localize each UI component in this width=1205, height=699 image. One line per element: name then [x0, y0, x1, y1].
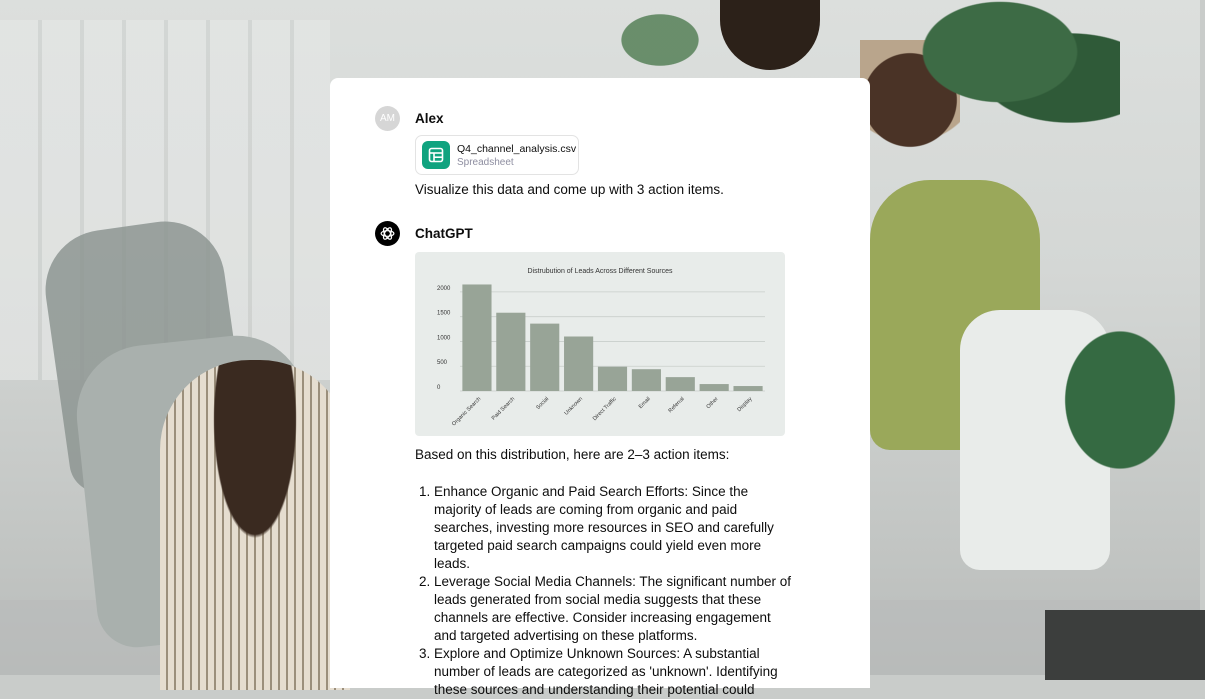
x-tick-label: Paid Search: [490, 396, 517, 422]
chart-bar: [598, 367, 627, 391]
action-item-number: 2.: [419, 574, 431, 589]
x-tick-label: Email: [637, 396, 652, 411]
user-initials: AM: [380, 113, 395, 124]
x-tick-label: Unknown: [563, 396, 585, 417]
attachment-chip[interactable]: [415, 135, 579, 175]
user-name: Alex: [415, 111, 444, 126]
action-item-3: [415, 645, 795, 699]
x-tick-label: Other: [705, 396, 720, 411]
assistant-intro: Based on this distribution, here are 2–3 action items:: [415, 447, 730, 462]
chart-bar: [632, 369, 661, 391]
chart-bar: [700, 384, 729, 391]
action-items-list: [415, 483, 795, 699]
y-tick-label: 1500: [437, 310, 451, 317]
chart-bar: [462, 284, 491, 391]
chart-bar: [564, 337, 593, 392]
x-tick-label: Social: [535, 396, 551, 412]
assistant-name: ChatGPT: [415, 226, 473, 241]
chart-bar: [530, 324, 559, 391]
spreadsheet-icon: [422, 141, 450, 169]
x-tick-label: Referral: [667, 396, 686, 415]
attachment-file-name: Q4_channel_analysis.csv: [457, 142, 577, 155]
chart-bar: [733, 386, 762, 391]
action-item-1: [415, 483, 795, 573]
x-tick-label: Organic Search: [451, 396, 483, 428]
x-tick-label: Direct Traffic: [591, 396, 618, 423]
action-item-number: 1.: [419, 484, 431, 499]
chat-card: [330, 78, 870, 697]
y-tick-label: 2000: [437, 285, 451, 292]
action-item-2: [415, 573, 795, 645]
x-tick-label: Display: [736, 396, 754, 414]
leads-chart: [415, 252, 785, 436]
action-item-text: Enhance Organic and Paid Search Efforts: Since the majority of leads are coming from organic and paid searches, investing more resources in SEO and carefully targeted paid search campaigns could yield even more leads.: [434, 484, 774, 571]
bar-chart-svg: [415, 252, 785, 436]
user-message: Visualize this data and come up with 3 action items.: [415, 182, 724, 197]
chart-bar: [666, 377, 695, 391]
chart-title: Distrubution of Leads Across Different Sources: [527, 268, 673, 275]
openai-logo-icon: [375, 221, 400, 246]
chart-bar: [496, 313, 525, 391]
user-avatar: [375, 106, 400, 131]
attachment-file-type: Spreadsheet: [457, 156, 514, 168]
y-tick-label: 1000: [437, 335, 451, 342]
action-item-number: 3.: [419, 646, 431, 661]
y-tick-label: 0: [437, 385, 441, 391]
y-tick-label: 500: [437, 360, 448, 367]
action-item-text: Leverage Social Media Channels: The significant number of leads generated from social media suggests that these channels are effective. Consider increasing engagement and targeted advertising on these platforms.: [434, 574, 791, 643]
action-item-text: Explore and Optimize Unknown Sources: A substantial number of leads are categorized as 'unknown'. Identifying these sources and understanding their potential could: [434, 646, 778, 697]
